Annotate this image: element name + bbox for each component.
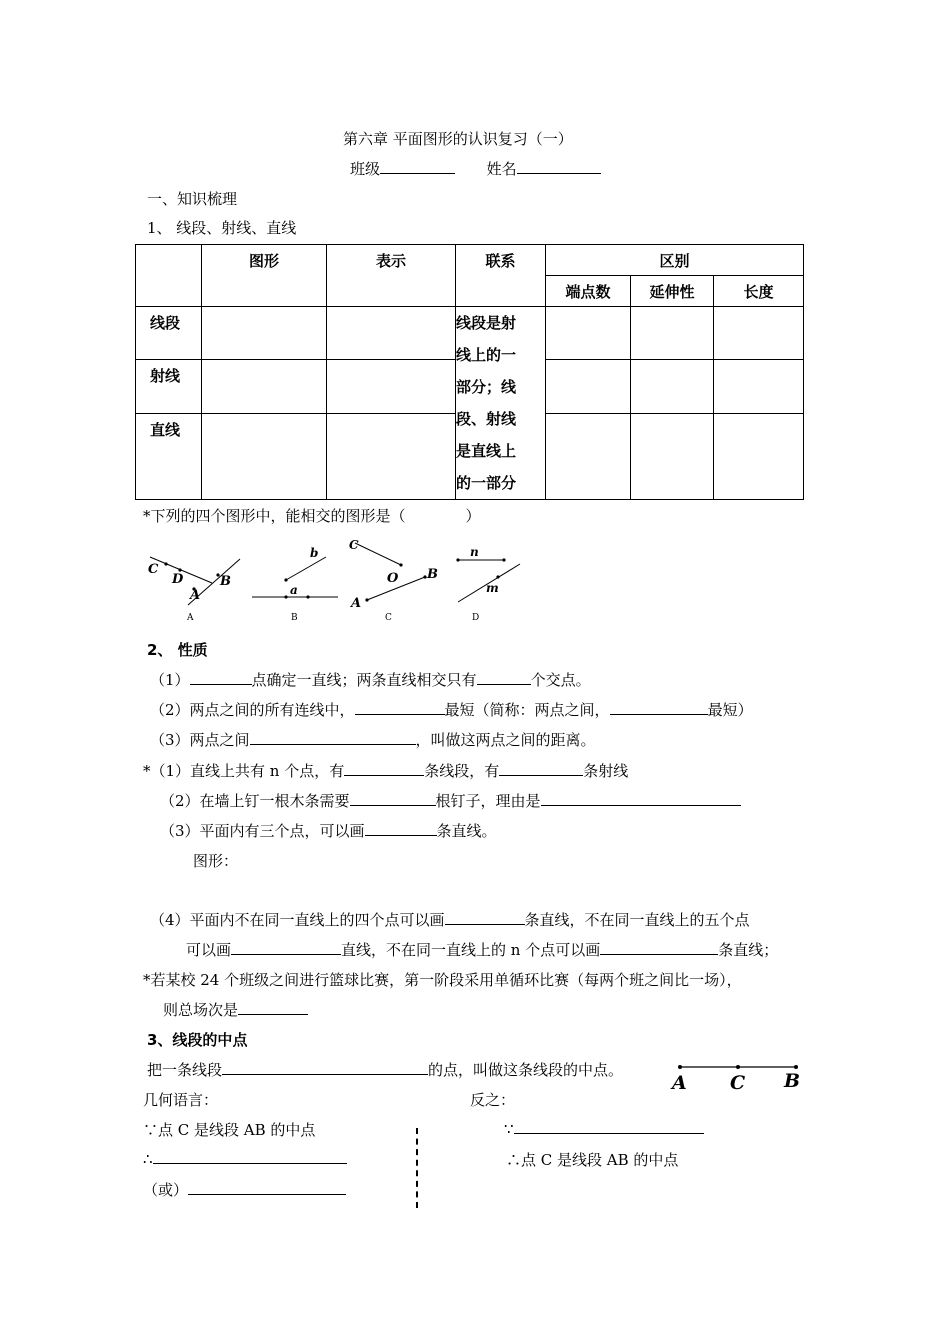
- answer-blank[interactable]: [541, 791, 741, 806]
- text: （2）在墙上钉一根木条需要: [160, 792, 350, 810]
- header-figure: 图形: [202, 245, 327, 307]
- cell[interactable]: [546, 360, 631, 413]
- caption-d: D: [472, 613, 480, 623]
- exercise-4: [150, 909, 750, 930]
- cell[interactable]: [631, 307, 714, 360]
- subsection-lines: 1、 线段、射线、直线: [147, 219, 297, 237]
- cell[interactable]: [327, 360, 456, 413]
- answer-blank[interactable]: [231, 940, 341, 955]
- text: 可以画: [186, 941, 232, 959]
- text: 最短（简称：两点之间，: [444, 701, 610, 719]
- text: 个交点。: [530, 671, 591, 689]
- answer-blank[interactable]: [222, 1060, 428, 1075]
- text: 条射线: [583, 762, 629, 780]
- text: 条直线。: [436, 822, 497, 840]
- relation-line: 线上的一: [456, 346, 517, 364]
- because-converse: [504, 1119, 704, 1138]
- cell[interactable]: [202, 413, 327, 499]
- name-input[interactable]: [517, 159, 601, 174]
- label-b: b: [310, 546, 319, 560]
- figure-d: [448, 540, 538, 625]
- therefore-line: [143, 1149, 347, 1168]
- cell[interactable]: [714, 307, 804, 360]
- cell[interactable]: [202, 307, 327, 360]
- section-knowledge: 一、知识梳理: [147, 190, 238, 208]
- text: 条线段，有: [424, 762, 500, 780]
- label-b: B: [784, 1070, 801, 1092]
- answer-blank[interactable]: [514, 1119, 704, 1134]
- figure-b: [250, 545, 350, 625]
- converse-label: 反之：: [470, 1091, 516, 1109]
- text: （2）两点之间的所有连线中，: [150, 701, 355, 719]
- comparison-table: [135, 244, 804, 500]
- text: （4）平面内不在同一直线上的四个点可以画: [150, 911, 445, 929]
- caption-b: B: [291, 613, 298, 623]
- geometry-language-label: 几何语言：: [143, 1091, 219, 1109]
- relation-line: 线段是射: [456, 314, 517, 332]
- class-label: 班级: [350, 160, 381, 178]
- row-line: 直线: [136, 413, 202, 499]
- row-ray: 射线: [136, 360, 202, 413]
- therefore-converse: ∴点 C 是线段 AB 的中点: [506, 1151, 679, 1169]
- answer-blank[interactable]: [610, 700, 708, 715]
- exercise-1: [143, 760, 628, 781]
- row-segment: 线段: [136, 307, 202, 360]
- text: （或）: [143, 1181, 189, 1199]
- text: 则总场次是: [163, 1001, 239, 1019]
- answer-blank[interactable]: [477, 670, 531, 685]
- cell[interactable]: [714, 413, 804, 499]
- answer-blank[interactable]: [188, 1180, 346, 1195]
- or-line: [143, 1179, 346, 1200]
- cell[interactable]: [546, 413, 631, 499]
- label-b: B: [427, 567, 438, 582]
- answer-blank[interactable]: [344, 761, 424, 776]
- figure-c: [345, 535, 445, 625]
- label-o: O: [387, 571, 399, 586]
- text: 根钉子，理由是: [435, 792, 541, 810]
- class-input[interactable]: [380, 159, 455, 174]
- property-1: [150, 669, 591, 690]
- label-a: A: [190, 588, 201, 603]
- text: 把一条线段: [147, 1061, 223, 1079]
- property-3: [150, 729, 596, 750]
- exercise-5: *若某校 24 个班级之间进行篮球比赛，第一阶段采用单循环比赛（每两个班之间比一场），: [143, 971, 742, 989]
- label-c: C: [349, 538, 359, 552]
- label-a: a: [290, 583, 298, 597]
- exercise-3: [160, 820, 497, 841]
- header-length: 长度: [714, 276, 804, 307]
- because-statement: ∵点 C 是线段 AB 的中点: [143, 1121, 316, 1139]
- text: 最短）: [707, 701, 753, 719]
- subsection-midpoint: 3、线段的中点: [147, 1031, 248, 1049]
- table-corner: [136, 245, 202, 307]
- page-title: 第六章 平面图形的认识复习（一）: [343, 130, 573, 148]
- relation-line: 是直线上: [456, 442, 517, 460]
- label-c: C: [148, 562, 159, 577]
- header-notation: 表示: [327, 245, 456, 307]
- exercise-2: [160, 790, 741, 811]
- text: *（1）直线上共有 n 个点，有: [143, 762, 345, 780]
- therefore-symbol: ∴: [143, 1150, 153, 1168]
- header-extension: 延伸性: [631, 276, 714, 307]
- class-name-line: [350, 158, 601, 179]
- relation-line: 段、射线: [456, 410, 517, 428]
- answer-blank[interactable]: [445, 910, 525, 925]
- cell[interactable]: [631, 413, 714, 499]
- name-label: 姓名: [486, 160, 517, 178]
- midpoint-definition: [147, 1059, 623, 1080]
- label-c: C: [730, 1072, 746, 1094]
- text: 点确定一直线；两条直线相交只有: [251, 671, 477, 689]
- label-a: A: [351, 596, 362, 611]
- label-a: A: [672, 1072, 687, 1094]
- answer-blank[interactable]: [238, 1000, 308, 1015]
- because-symbol: ∵: [504, 1120, 514, 1138]
- text: （1）: [150, 671, 190, 689]
- caption-c: C: [385, 613, 392, 623]
- cell[interactable]: [202, 360, 327, 413]
- answer-blank[interactable]: [600, 940, 718, 955]
- answer-blank[interactable]: [365, 821, 437, 836]
- relation-cell: [456, 307, 546, 500]
- caption-a: A: [187, 613, 194, 623]
- answer-blank[interactable]: [350, 791, 436, 806]
- figure-a: [140, 545, 250, 625]
- answer-blank[interactable]: [355, 700, 445, 715]
- exercise-5-cont: [163, 999, 308, 1020]
- text: 的点，叫做这条线段的中点。: [428, 1061, 624, 1079]
- header-relation: 联系: [456, 245, 546, 307]
- answer-blank[interactable]: [190, 670, 252, 685]
- cell[interactable]: [327, 307, 456, 360]
- text: 直线，不在同一直线上的 n 个点可以画: [341, 941, 601, 959]
- text: （3）两点之间: [150, 731, 250, 749]
- exercise-3-figure-label: 图形：: [193, 852, 239, 870]
- answer-blank[interactable]: [153, 1149, 347, 1164]
- answer-blank[interactable]: [250, 730, 416, 745]
- subsection-properties: 2、 性质: [147, 641, 208, 659]
- label-b: B: [220, 574, 231, 589]
- header-endpoints: 端点数: [546, 276, 631, 307]
- text: 条直线，不在同一直线上的五个点: [524, 911, 750, 929]
- label-d: D: [172, 572, 184, 587]
- text: （3）平面内有三个点，可以画: [160, 822, 365, 840]
- property-2: [150, 699, 753, 720]
- relation-line: 部分；线: [456, 378, 517, 396]
- cell[interactable]: [714, 360, 804, 413]
- relation-line: 的一部分: [456, 474, 517, 492]
- text: 条直线；: [718, 941, 779, 959]
- cell[interactable]: [327, 413, 456, 499]
- answer-blank[interactable]: [499, 761, 583, 776]
- text: ，叫做这两点之间的距离。: [415, 731, 596, 749]
- label-n: n: [470, 545, 479, 559]
- header-difference: 区别: [546, 245, 804, 276]
- label-m: m: [486, 581, 499, 595]
- cell[interactable]: [546, 307, 631, 360]
- segment-acb: [668, 1055, 808, 1095]
- exercise-4-cont: [186, 939, 778, 960]
- cell[interactable]: [631, 360, 714, 413]
- question-intersect: *下列的四个图形中，能相交的图形是（ ）: [143, 507, 481, 525]
- dashed-divider: [416, 1128, 418, 1208]
